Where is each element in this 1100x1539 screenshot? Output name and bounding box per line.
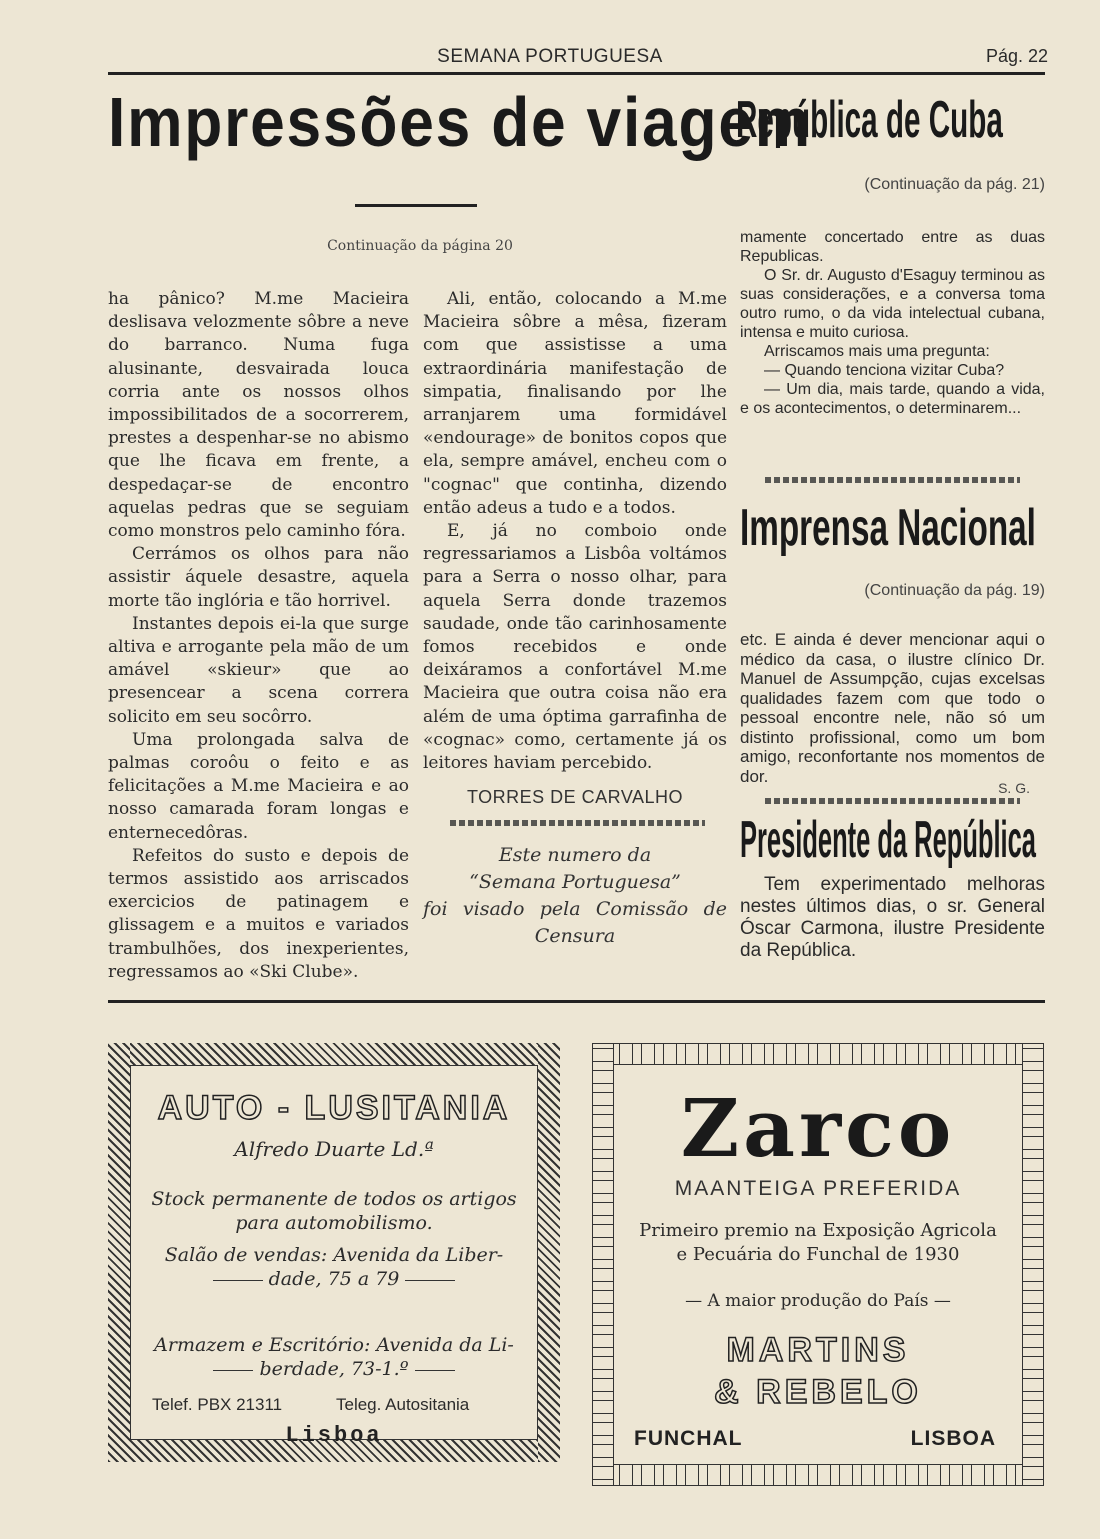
ad-zarco — [592, 1043, 1044, 1486]
paragraph: mamente concertado entre as duas Republicas. — [740, 229, 1045, 265]
ad-border — [108, 1043, 560, 1065]
zarco-award: Primeiro premio na Exposição Agricola — [639, 1220, 997, 1241]
ad-line — [138, 1357, 530, 1381]
header-rule — [108, 72, 1045, 75]
company-name: Alfredo Duarte Ld.ª — [234, 1137, 434, 1161]
ad-border — [1022, 1043, 1044, 1486]
paragraph: E, já no comboio onde regressariamos a Lisbôa voltámos para a Serra o nosso olhar, para aquela Serra donde trazemos saudade, onde tão carinhosamente fomos recebidos e onde deixáramos a confortável M.me Macieira que outra coisa não era além de uma óptima garrafinha de «cognac» como, certamente já os leitores haviam percebido. — [423, 521, 727, 774]
imprensa-continuation: (Continuação da pág. 19) — [864, 582, 1045, 599]
zarco-city: LISBOA — [910, 1427, 996, 1450]
short-rule — [355, 204, 477, 207]
paragraph: — Um dia, mais tarde, quando a vida, e os acontecimentos, o determinarem... — [740, 381, 1045, 417]
zarco-company: & REBELO — [714, 1373, 922, 1411]
zarco-city: FUNCHAL — [634, 1427, 743, 1450]
ad-border — [592, 1043, 1044, 1065]
paragraph: Refeitos do susto e depois de termos assistido aos arriscados exercicios de patinagem e glissagem e a muitos e variados trambulhões, dos inexperientes, regressamos ao «Ski Clube». — [108, 845, 409, 982]
divider-ornament — [765, 477, 1020, 483]
paragraph: Instantes depois ei-la que surge altiva e arrogante pela mão de um amável «skieur» que ao presencear a scena correra solicito em seu socôrro. — [108, 613, 409, 727]
ad-line: Salão de vendas: Avenida da Liber- — [164, 1244, 504, 1266]
article1-continuation: Continuação da página 20 — [327, 238, 513, 254]
paragraph: ha pânico? M.me Macieira deslisava velozmente sôbre a neve do barranco. Numa fuga alusinante, desvairada louca corria ante os nossos olhos impossibilitados de a socorrerem, prestes a despenhar-se no abismo que lhe ficava em frente, a despedaçar-se de encontro aquelas pedras que se seguiam como monstros pelo caminho fóra. — [108, 289, 409, 542]
censor-line: Este numero da — [498, 844, 652, 866]
ad-auto-lusitania — [108, 1043, 560, 1462]
article1-column2 — [423, 288, 727, 775]
paragraph: Uma prolongada salva de palmas coroôu o feito e as felicitações a M.me Macieira e ao nosso camarada foram longas e enternecedôras. — [108, 729, 409, 843]
paragraph: Tem experimentado melhoras nestes últimos dias, o sr. General Óscar Carmona, ilustre Presidente da República. — [740, 874, 1045, 961]
paragraph: Ali, então, colocando a M.me Macieira sôbre a mêsa, fizeram com que assistisse a uma extraordinária manifestação de simpatia, finalisando por lhe arranjarem uma formidável «endourage» de bonitos copos que ela, sempre amável, encheu com o "cognac" que continha, dizendo então adeus a tudo e a todos. — [423, 289, 727, 518]
article2-body — [740, 228, 1045, 418]
censor-line: foi visado pela Comissão de — [423, 898, 727, 920]
article1-column1 — [108, 288, 409, 984]
zarco-product: MAANTEIGA PREFERIDA — [674, 1177, 962, 1200]
paragraph: O Sr. dr. Augusto d'Esaguy terminou as suas considerações, e a conversa toma outro rumo, o da vida intelectual cubana, intensa e muito curiosa. — [740, 267, 1045, 341]
paragraph: Arriscamos mais uma pregunta: — [764, 343, 990, 360]
ad-phone: Telef. PBX 21311 — [152, 1395, 283, 1414]
page-number: Pág. 22 — [985, 46, 1048, 66]
article3-body — [740, 630, 1045, 786]
censor-line: Censura — [534, 925, 616, 947]
ad-line-text: dade, 75 a 79 — [268, 1268, 400, 1290]
headline-presidente: Presidente da República — [740, 811, 1036, 869]
article1-author: TORRES DE CARVALHO — [466, 787, 684, 807]
ad-border — [592, 1464, 1044, 1486]
ad-line-text: berdade, 73-1.º — [259, 1358, 409, 1380]
zarco-company: MARTINS — [726, 1331, 910, 1369]
article3-signature: S. G. — [998, 780, 1030, 796]
article4-body — [740, 874, 1045, 962]
headline-republica-cuba: República de Cuba — [736, 91, 1003, 149]
zarco-claim: — A maior produção do País — — [685, 1291, 951, 1311]
ad-line: Armazem e Escritório: Avenida da Li- — [154, 1334, 514, 1356]
ad-border — [538, 1043, 560, 1462]
headline-imprensa-nacional: Imprensa Nacional — [740, 499, 1036, 557]
zarco-award: e Pecuária do Funchal de 1930 — [676, 1244, 960, 1265]
ad-city: Lisboa — [285, 1423, 383, 1448]
ad-border — [108, 1043, 130, 1462]
ad-line: para automobilismo. — [235, 1212, 433, 1234]
auto-lusitania-logo: AUTO - LUSITANIA — [157, 1089, 511, 1127]
paragraph: — Quando tenciona vizitar Cuba? — [764, 362, 1005, 379]
publication-title: SEMANA PORTUGUESA — [437, 46, 663, 67]
section-rule — [108, 1000, 1045, 1003]
censor-line: “Semana Portuguesa” — [469, 871, 681, 893]
divider-ornament — [450, 820, 705, 826]
cuba-continuation: (Continuação da pág. 21) — [864, 176, 1045, 193]
paragraph: Cerrámos os olhos para não assistir áquele desastre, aquela morte tão inglória e tão horrivel. — [108, 544, 409, 611]
divider-ornament — [765, 798, 1020, 804]
ad-line: Stock permanente de todos os artigos — [151, 1188, 517, 1210]
paragraph: etc. E ainda é dever mencionar aqui o médico da casa, o ilustre clínico Dr. Manuel de Assumpção, cujas excelsas qualidades fazem com que todo o pessoal encontre nele, não só um distinto profissional, como um bom amigo, reconfortante nos momentos de dor. — [740, 630, 1045, 786]
zarco-brand: Zarco — [680, 1081, 956, 1175]
ad-border — [592, 1043, 614, 1486]
headline-impressoes: Impressões de viagem — [108, 83, 812, 161]
ad-telegram: Teleg. Autositania — [336, 1395, 470, 1414]
ad-line — [138, 1267, 530, 1291]
censor-note — [423, 842, 727, 950]
